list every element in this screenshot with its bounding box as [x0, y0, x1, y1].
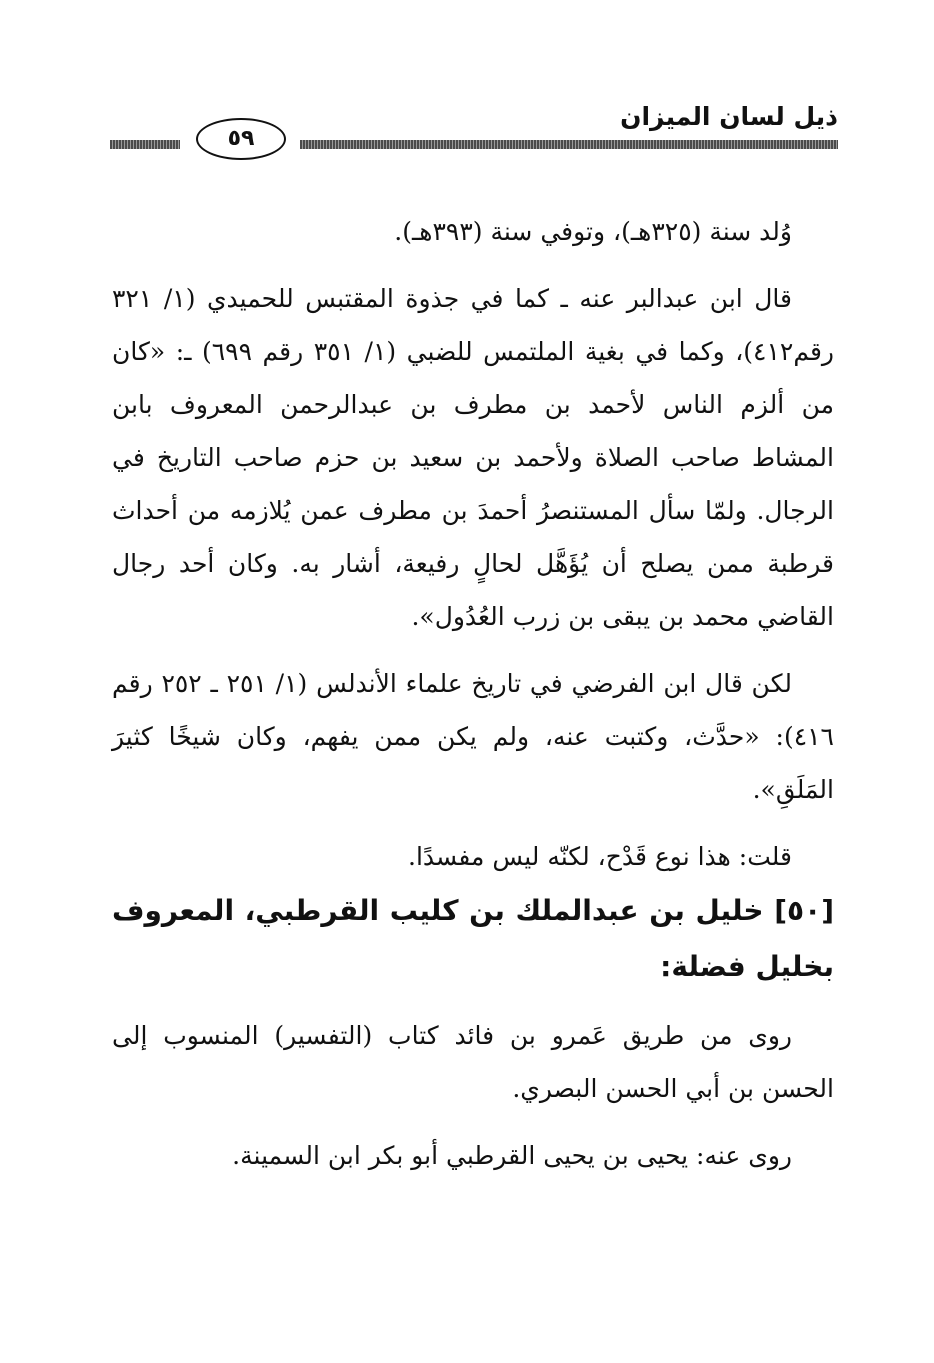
- running-title: ذيل لسان الميزان: [620, 102, 838, 131]
- header-rule-left: [110, 140, 180, 149]
- page-number: ٥٩: [196, 118, 286, 160]
- paragraph-entry-narration: روى من طريق عَمرو بن فائد كتاب (التفسير) المنسوب إلى الحسن بن أبي الحسن البصري.: [112, 1021, 834, 1103]
- paragraph-entry-narrators: روى عنه: يحيى بن يحيى القرطبي أبو بكر ابن السمينة.: [232, 1141, 792, 1170]
- paragraph-birth-death: وُلد سنة (٣٢٥هـ)، وتوفي سنة (٣٩٣هـ).: [394, 217, 792, 246]
- page-header: [110, 88, 838, 168]
- paragraph-ibn-al-faradi-quote: لكن قال ابن الفرضي في تاريخ علماء الأندلس (١/ ٢٥١ ـ ٢٥٢ رقم ٤١٦): «حدَّث، وكتبت عنه، ولم يكن ممن يفهم، وكان شيخًا كثيرَ المَلَقِ».: [112, 669, 834, 804]
- header-rule-right: [300, 140, 838, 149]
- paragraph-author-comment: قلت: هذا نوع قَدْح، لكنّه ليس مفسدًا.: [408, 842, 792, 871]
- paragraph-ibn-abdulbarr-quote: قال ابن عبدالبر عنه ـ كما في جذوة المقتبس للحميدي (١/ ٣٢١ رقم٤١٢)، وكما في بغية الملتمس للضبي (١/ ٣٥١ رقم ٦٩٩) ـ: «كان من ألزم الناس لأحمد بن مطرف بن عبدالرحمن المعروف بابن المشاط صاحب الصلاة ولأحمد بن سعيد بن حزم صاحب التاريخ في الرجال. ولمّا سأل المستنصرُ أحمدَ بن مطرف عمن يُلازمه من أحداث قرطبة ممن يصلح أن يُؤَهَّل لحالٍ رفيعة، أشار به. وكان أحد رجال القاضي محمد بن يبقى بن زرب العُدُول».: [112, 284, 834, 631]
- page-body: [112, 205, 834, 1182]
- entry-heading: [٥٠] خليل بن عبدالملك بن كليب القرطبي، المعروف بخليل فضلة:: [112, 894, 834, 983]
